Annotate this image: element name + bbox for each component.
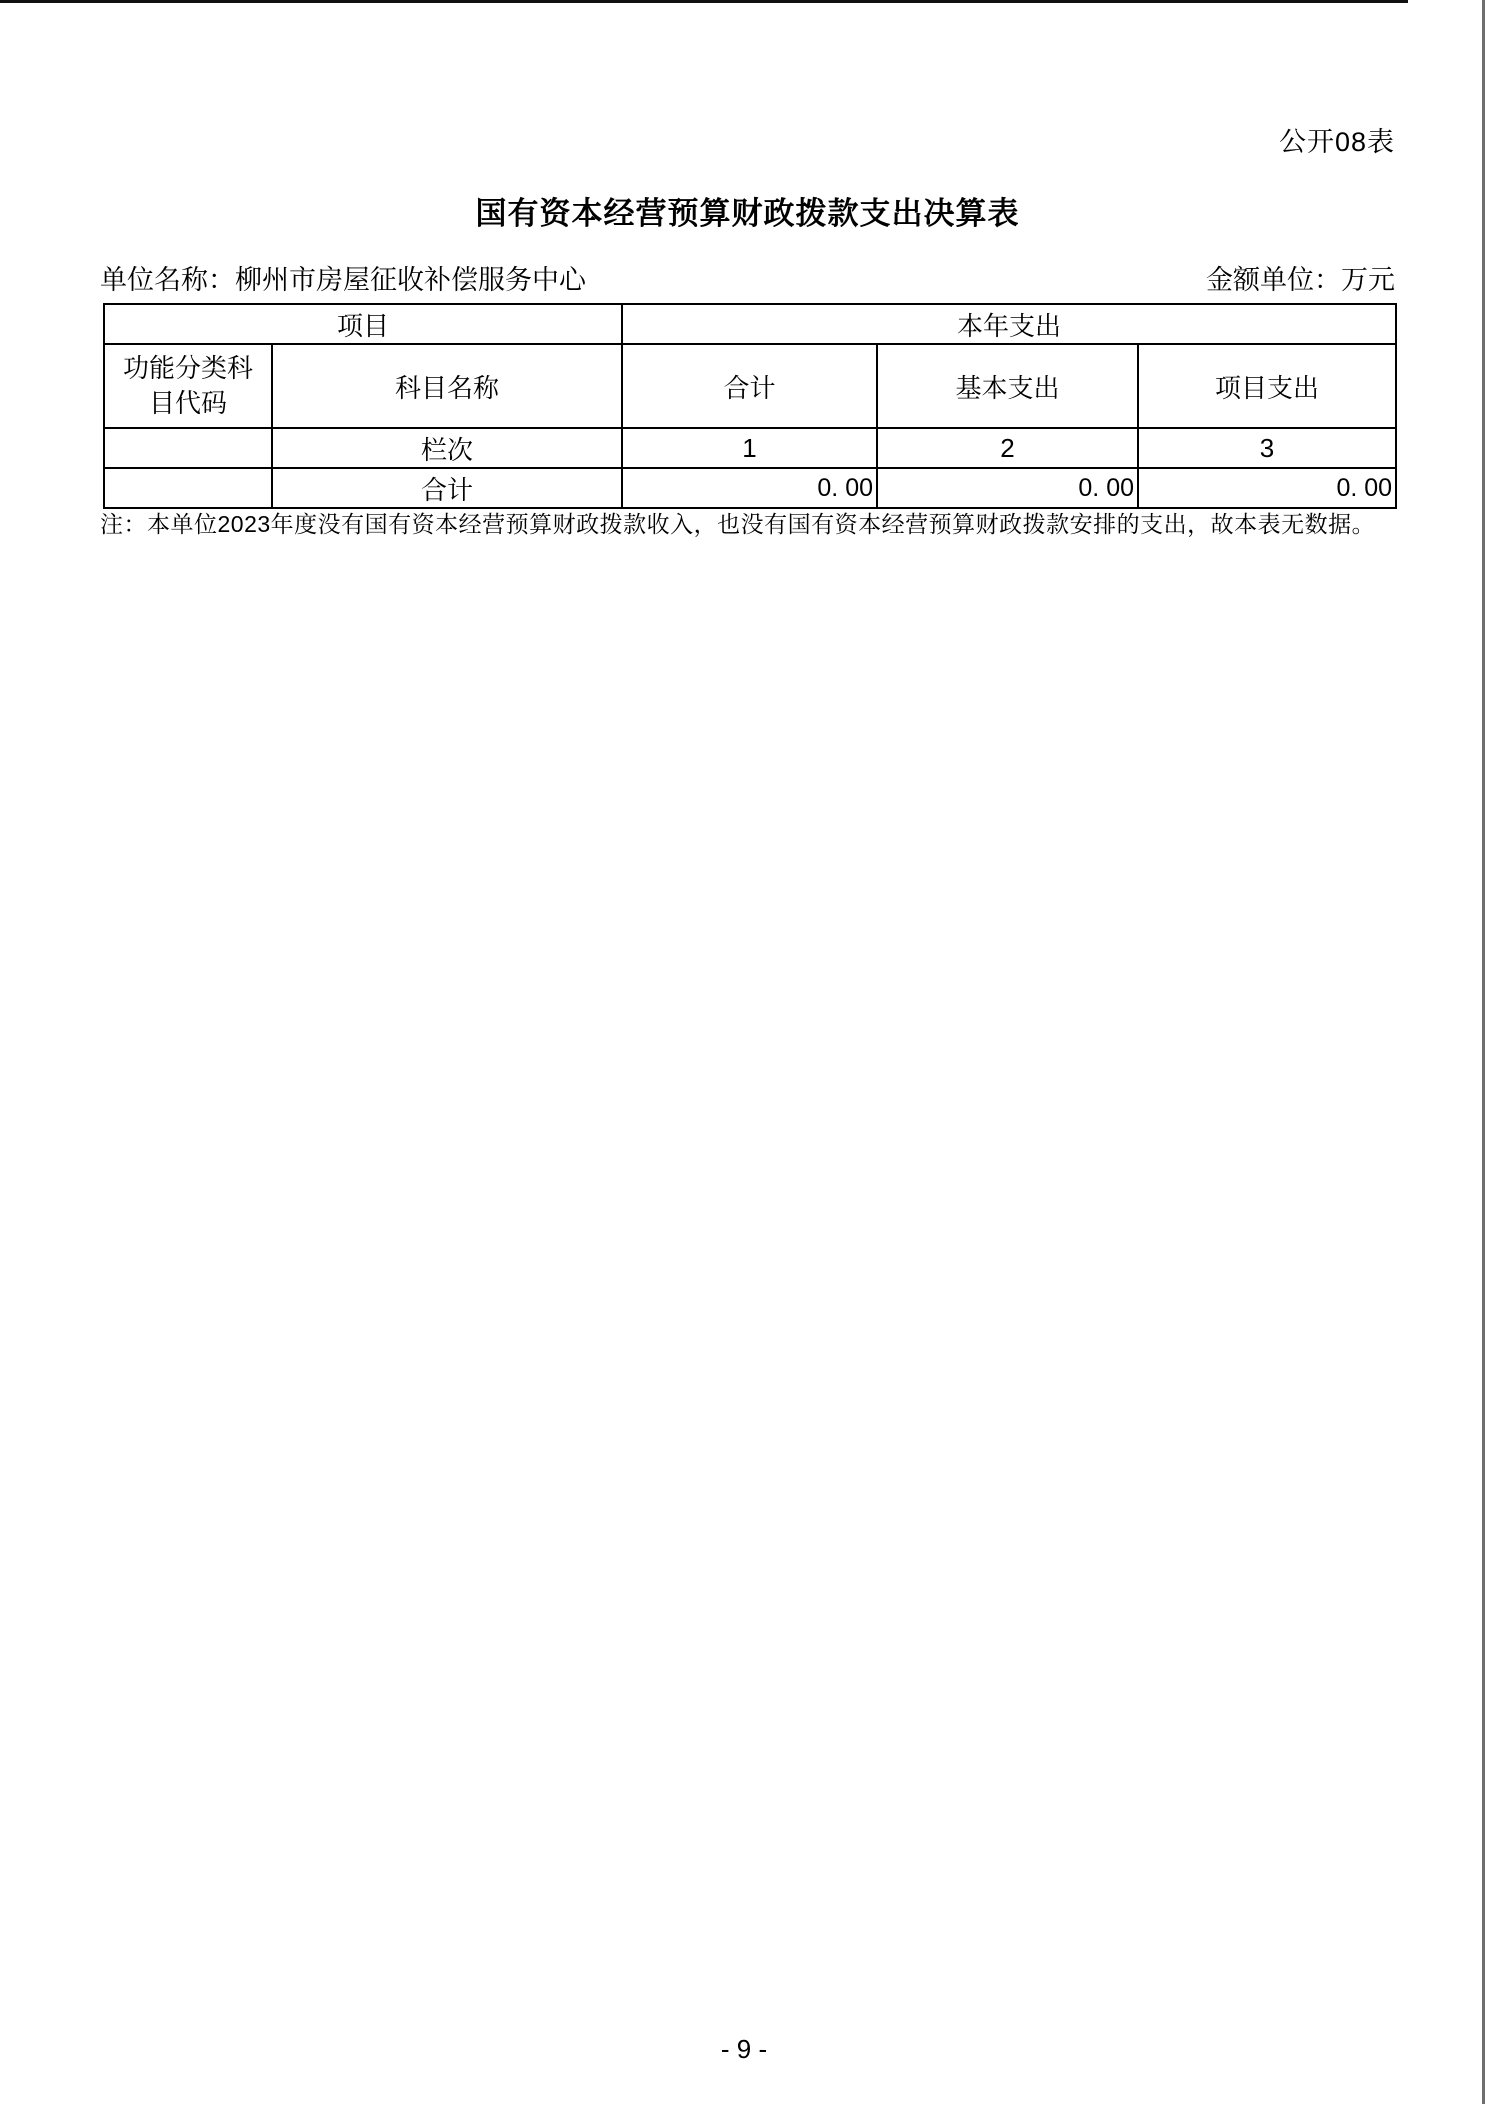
- unit-name-label: 单位名称：柳州市房屋征收补偿服务中心: [100, 265, 586, 295]
- scan-artifact-top-edge: [0, 0, 1408, 3]
- cell-function-code-header: 功能分类科目代码: [104, 344, 272, 428]
- cell-index-3: 3: [1138, 428, 1396, 468]
- page-title: 国有资本经营预算财政拨款支出决算表: [475, 196, 1020, 231]
- cell-index-2: 2: [877, 428, 1138, 468]
- table-meta-row: [100, 258, 1395, 297]
- cell-project-amount: 0. 00: [1138, 468, 1396, 508]
- cell-index-code: [104, 428, 272, 468]
- cell-index-1: 1: [622, 428, 877, 468]
- page-number: - 9 -: [720, 2034, 768, 2064]
- form-number-label: 公开08表: [1278, 127, 1395, 157]
- cell-index-label: 栏次: [272, 428, 622, 468]
- table-row-total: [104, 468, 1396, 508]
- table-row-column-headers: [104, 344, 1396, 428]
- scan-artifact-right-edge: [1482, 0, 1485, 2104]
- cell-total-header: 合计: [622, 344, 877, 428]
- amount-unit-label: 金额单位：万元: [1206, 265, 1395, 295]
- cell-total-name: 合计: [272, 468, 622, 508]
- cell-basic-expenditure-header: 基本支出: [877, 344, 1138, 428]
- cell-total-code: [104, 468, 272, 508]
- cell-total-amount: 0. 00: [622, 468, 877, 508]
- cell-item-group-header: 项目: [104, 304, 622, 344]
- cell-basic-amount: 0. 00: [877, 468, 1138, 508]
- cell-project-expenditure-header: 项目支出: [1138, 344, 1396, 428]
- expenditure-table: [103, 303, 1397, 509]
- table-note: 注：本单位2023年度没有国有资本经营预算财政拨款收入，也没有国有资本经营预算财政拨款安排的支出，故本表无数据。: [100, 511, 1376, 537]
- table-row-group-header: [104, 304, 1396, 344]
- cell-current-year-group-header: 本年支出: [622, 304, 1396, 344]
- cell-subject-name-header: 科目名称: [272, 344, 622, 428]
- table-row-column-index: [104, 428, 1396, 468]
